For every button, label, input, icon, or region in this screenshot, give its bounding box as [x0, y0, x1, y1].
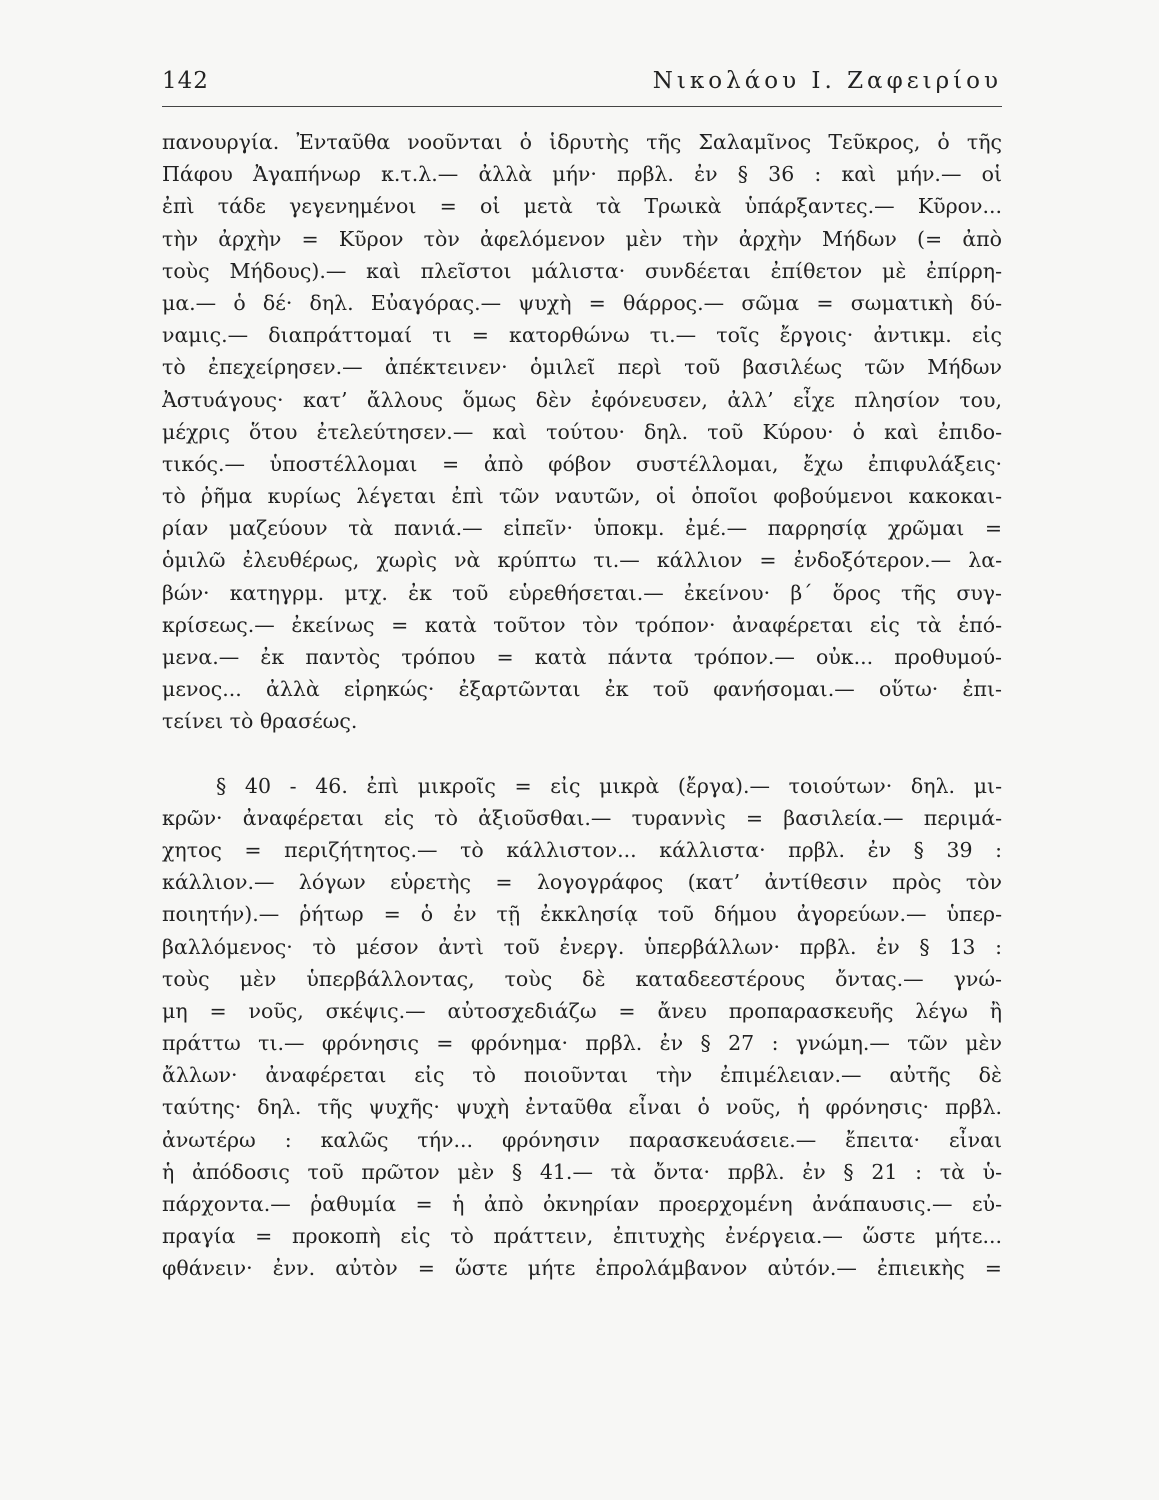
text-line: ἡ ἀπόδοσις τοῦ πρῶτον μὲν § 41.— τὰ ὄντα· πρβλ. ἐν § 21 : τὰ ὑ- [162, 1159, 1002, 1184]
page-header [162, 68, 1002, 94]
text-line: τὸ ἐπεχείρησεν.— ἀπέκτεινεν· ὁμιλεῖ περὶ τοῦ βασιλέως τῶν Μήδων [162, 355, 1002, 380]
text-line: κρίσεως.— ἐκείνως = κατὰ τοῦτον τὸν τρόπον· ἀναφέρεται εἰς τὰ ἑπό- [162, 612, 1002, 637]
text-line: βών· κατηγρμ. μτχ. ἐκ τοῦ εὑρεθήσεται.— ἐκείνου· β΄ ὅρος τῆς συγ- [162, 580, 1002, 605]
text-line: πράττω τι.— φρόνησις = φρόνημα· πρβλ. ἐν § 27 : γνώμη.— τῶν μὲν [162, 1031, 1002, 1056]
paragraph-gap [162, 738, 1002, 770]
text-line: ἀνωτέρω : καλῶς τήν... φρόνησιν παρασκευάσειε.— ἔπειτα· εἶναι [162, 1127, 1002, 1152]
text-line: ποιητήν).— ῥήτωρ = ὁ ἐν τῇ ἐκκλησίᾳ τοῦ δήμου ἀγορεύων.— ὑπερ- [162, 902, 1002, 927]
commentary-text [162, 126, 1002, 1285]
text-line: ταύτης· δηλ. τῆς ψυχῆς· ψυχὴ ἐνταῦθα εἶναι ὁ νοῦς, ἡ φρόνησις· πρβλ. [162, 1095, 1002, 1120]
text-line: ρίαν μαζεύουν τὰ πανιά.— εἰπεῖν· ὑποκμ. ἐμέ.— παρρησίᾳ χρῶμαι = [162, 516, 1002, 541]
text-line: Ἀστυάγους· κατ’ ἄλλους ὅμως δὲν ἐφόνευσεν, ἀλλ’ εἶχε πλησίον του, [162, 387, 1002, 412]
text-line: μενος... ἀλλὰ εἰρηκώς· ἐξαρτῶνται ἐκ τοῦ φανήσομαι.— οὕτω· ἐπι- [162, 677, 1002, 702]
paragraph-1 [162, 126, 1002, 738]
running-title: Νικολάου Ι. Ζαφειρίου [652, 68, 1002, 94]
text-line: ὁμιλῶ ἐλευθέρως, χωρὶς νὰ κρύπτω τι.— κάλλιον = ἐνδοξότερον.— λα- [162, 548, 1002, 573]
header-rule [162, 106, 1002, 107]
text-line: ναμις.— διαπράττομαί τι = κατορθώνω τι.— τοῖς ἔργοις· ἀντικμ. εἰς [162, 323, 1002, 348]
text-line: μη = νοῦς, σκέψις.— αὐτοσχεδιάζω = ἄνευ προπαρασκευῆς λέγω ἢ [162, 998, 1002, 1023]
text-line: μα.— ὁ δέ· δηλ. Εὐαγόρας.— ψυχὴ = θάρρος.— σῶμα = σωματικὴ δύ- [162, 290, 1002, 315]
text-line: βαλλόμενος· τὸ μέσον ἀντὶ τοῦ ἐνεργ. ὑπερβάλλων· πρβλ. ἐν § 13 : [162, 934, 1002, 959]
text-line: τοὺς μὲν ὑπερβάλλοντας, τοὺς δὲ καταδεεστέρους ὄντας.— γνώ- [162, 966, 1002, 991]
text-line: μέχρις ὅτου ἐτελεύτησεν.— καὶ τούτου· δηλ. τοῦ Κύρου· ὁ καὶ ἐπιδο- [162, 419, 1002, 444]
text-line: Πάφου Ἀγαπήνωρ κ.τ.λ.— ἀλλὰ μήν· πρβλ. ἐν § 36 : καὶ μήν.— οἱ [162, 162, 1002, 187]
text-line: τὸ ῥῆμα κυρίως λέγεται ἐπὶ τῶν ναυτῶν, οἱ ὁποῖοι φοβούμενοι κακοκαι- [162, 484, 1002, 509]
text-line: ἄλλων· ἀναφέρεται εἰς τὸ ποιοῦνται τὴν ἐπιμέλειαν.— αὐτῆς δὲ [162, 1063, 1002, 1088]
paragraph-2 [162, 770, 1002, 1285]
text-line: πραγία = προκοπὴ εἰς τὸ πράττειν, ἐπιτυχὴς ἐνέργεια.— ὥστε μήτε... [162, 1224, 1002, 1249]
text-line: τικός.— ὑποστέλλομαι = ἀπὸ φόβον συστέλλομαι, ἔχω ἐπιφυλάξεις· [162, 451, 1002, 476]
text-line: τὴν ἀρχὴν = Κῦρον τὸν ἀφελόμενον μὲν τὴν ἀρχὴν Μήδων (= ἀπὸ [162, 226, 1002, 251]
text-line: πανουργία. Ἐνταῦθα νοοῦνται ὁ ἱδρυτὴς τῆς Σαλαμῖνος Τεῦκρος, ὁ τῆς [162, 130, 1002, 154]
text-line: κρῶν· ἀναφέρεται εἰς τὸ ἀξιοῦσθαι.— τυραννὶς = βασιλεία.— περιμά- [162, 805, 1002, 830]
text-line: ἐπὶ τάδε γεγενημένοι = οἱ μετὰ τὰ Τρωικὰ ὑπάρξαντες.— Κῦρον... [162, 194, 1002, 219]
text-line: κάλλιον.— λόγων εὑρετὴς = λογογράφος (κατ’ ἀντίθεσιν πρὸς τὸν [162, 870, 1002, 895]
text-line: πάρχοντα.— ῥαθυμία = ἡ ἀπὸ ὀκνηρίαν προερχομένη ἀνάπαυσις.— εὐ- [162, 1192, 1002, 1216]
text-line: μενα.— ἐκ παντὸς τρόπου = κατὰ πάντα τρόπον.— οὐκ... προθυμού- [162, 645, 1002, 669]
text-line: χητος = περιζήτητος.— τὸ κάλλιστον... κάλλιστα· πρβλ. ἐν § 39 : [162, 837, 1002, 862]
text-line: τείνει τὸ θρασέως. [162, 709, 358, 734]
text-line: φθάνειν· ἐνν. αὐτὸν = ὥστε μήτε ἐπρολάμβανον αὐτόν.— ἐπιεικὴς = [162, 1256, 1002, 1281]
text-line: τοὺς Μήδους).— καὶ πλεῖστοι μάλιστα· συνδέεται ἐπίθετον μὲ ἐπίρρη- [162, 258, 1002, 283]
page-number: 142 [162, 68, 209, 94]
text-line: § 40 - 46. ἐπὶ μικροῖς = εἰς μικρὰ (ἔργα).— τοιούτων· δηλ. μι- [216, 773, 1002, 798]
